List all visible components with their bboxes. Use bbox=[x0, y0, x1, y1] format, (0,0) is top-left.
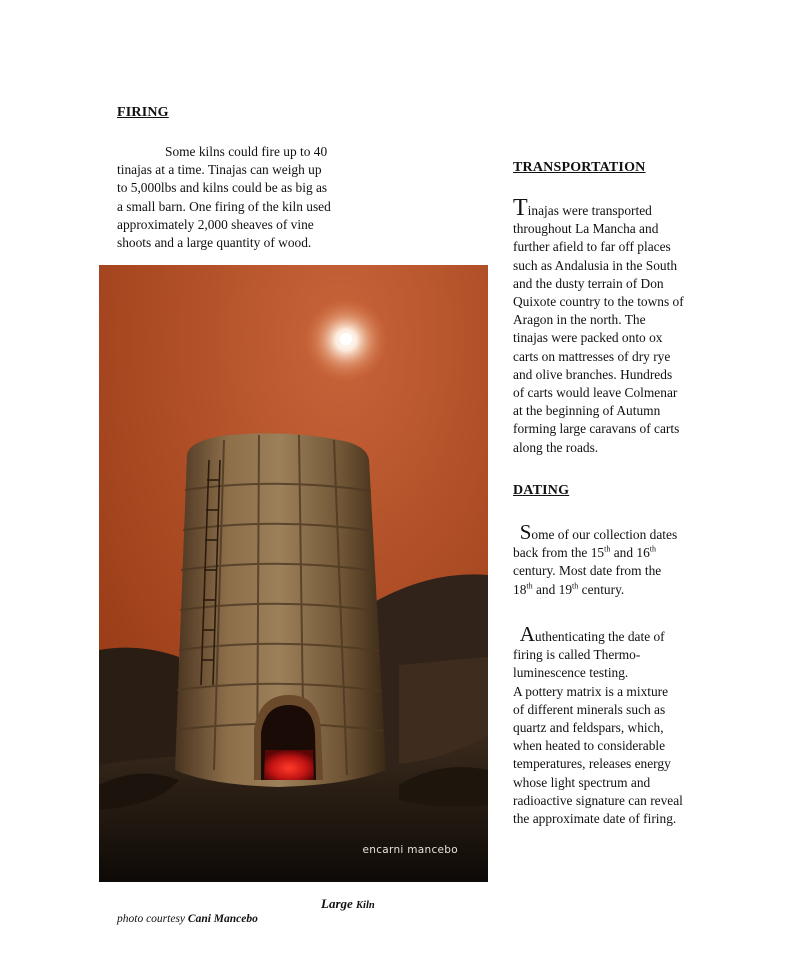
transportation-line: further afield to far off places bbox=[513, 239, 671, 255]
transportation-paragraph bbox=[513, 195, 728, 457]
caption-main: Large bbox=[321, 896, 353, 911]
dating-line: century. Most date from the bbox=[513, 563, 662, 579]
dating-line: A pottery matrix is a mixture bbox=[513, 683, 669, 699]
dating-paragraph-2 bbox=[513, 622, 728, 828]
transportation-line: carts on mattresses of dry rye bbox=[513, 348, 671, 364]
dating-line: uthenticating the date of bbox=[534, 629, 665, 644]
transportation-line: inajas were transported bbox=[527, 203, 652, 218]
transportation-line: Quixote country to the towns of bbox=[513, 294, 684, 310]
firing-line: a small barn. One firing of the kiln used bbox=[117, 198, 331, 214]
caption-small: Kiln bbox=[356, 900, 375, 911]
firing-paragraph bbox=[117, 143, 387, 252]
dating-line: the approximate date of firing. bbox=[513, 811, 677, 827]
dating-heading: DATING bbox=[513, 483, 570, 498]
firing-line: approximately 2,000 sheaves of vine bbox=[117, 216, 314, 232]
dating-line: radioactive signature can reveal bbox=[513, 792, 683, 808]
transportation-line: Aragon in the north. The bbox=[513, 312, 646, 328]
transportation-dropcap: T bbox=[513, 195, 528, 221]
transportation-line: forming large caravans of carts bbox=[513, 421, 680, 437]
dating-line: ome of our collection dates bbox=[531, 527, 678, 542]
firing-heading: FIRING bbox=[117, 105, 169, 120]
transportation-line: and olive branches. Hundreds bbox=[513, 366, 673, 382]
credit-prefix: photo courtesy bbox=[117, 913, 186, 925]
transportation-line: such as Andalusia in the South bbox=[513, 257, 678, 273]
firing-line: Some kilns could fire up to 40 bbox=[165, 144, 328, 159]
dating-line: firing is called Thermo- bbox=[513, 647, 641, 663]
transportation-line: at the beginning of Autumn bbox=[513, 403, 661, 419]
dating-line: temperatures, releases energy bbox=[513, 756, 671, 772]
firing-line: shoots and a large quantity of wood. bbox=[117, 235, 312, 251]
transportation-line: and the dusty terrain of Don bbox=[513, 275, 664, 291]
dating-line: luminescence testing. bbox=[513, 665, 629, 681]
firing-line: tinajas at a time. Tinajas can weigh up bbox=[117, 162, 322, 178]
dating-line: 18th and 19th century. bbox=[513, 581, 625, 597]
transportation-line: along the roads. bbox=[513, 439, 599, 455]
transportation-line: tinajas were packed onto ox bbox=[513, 330, 663, 346]
dating-line: when heated to considerable bbox=[513, 738, 666, 754]
transportation-line: throughout La Mancha and bbox=[513, 221, 659, 237]
dating-line: whose light spectrum and bbox=[513, 774, 651, 790]
photo-watermark: encarni mancebo bbox=[362, 844, 458, 856]
transportation-line: of carts would leave Colmenar bbox=[513, 385, 678, 401]
dating-line: back from the 15th and 16th bbox=[513, 544, 656, 561]
transportation-heading: TRANSPORTATION bbox=[513, 160, 646, 175]
credit-name: Cani Mancebo bbox=[187, 913, 258, 925]
kiln-photo bbox=[99, 265, 488, 882]
photo-caption bbox=[321, 896, 375, 912]
dating-paragraph-1 bbox=[513, 520, 728, 599]
dating-line: quartz and feldspars, which, bbox=[513, 720, 664, 736]
dating-dropcap-s: S bbox=[519, 520, 532, 544]
dating-dropcap-a: A bbox=[519, 622, 535, 646]
dating-line: of different minerals such as bbox=[513, 701, 666, 717]
photo-credit bbox=[117, 913, 258, 925]
firing-line: to 5,000lbs and kilns could be as big as bbox=[117, 180, 328, 196]
